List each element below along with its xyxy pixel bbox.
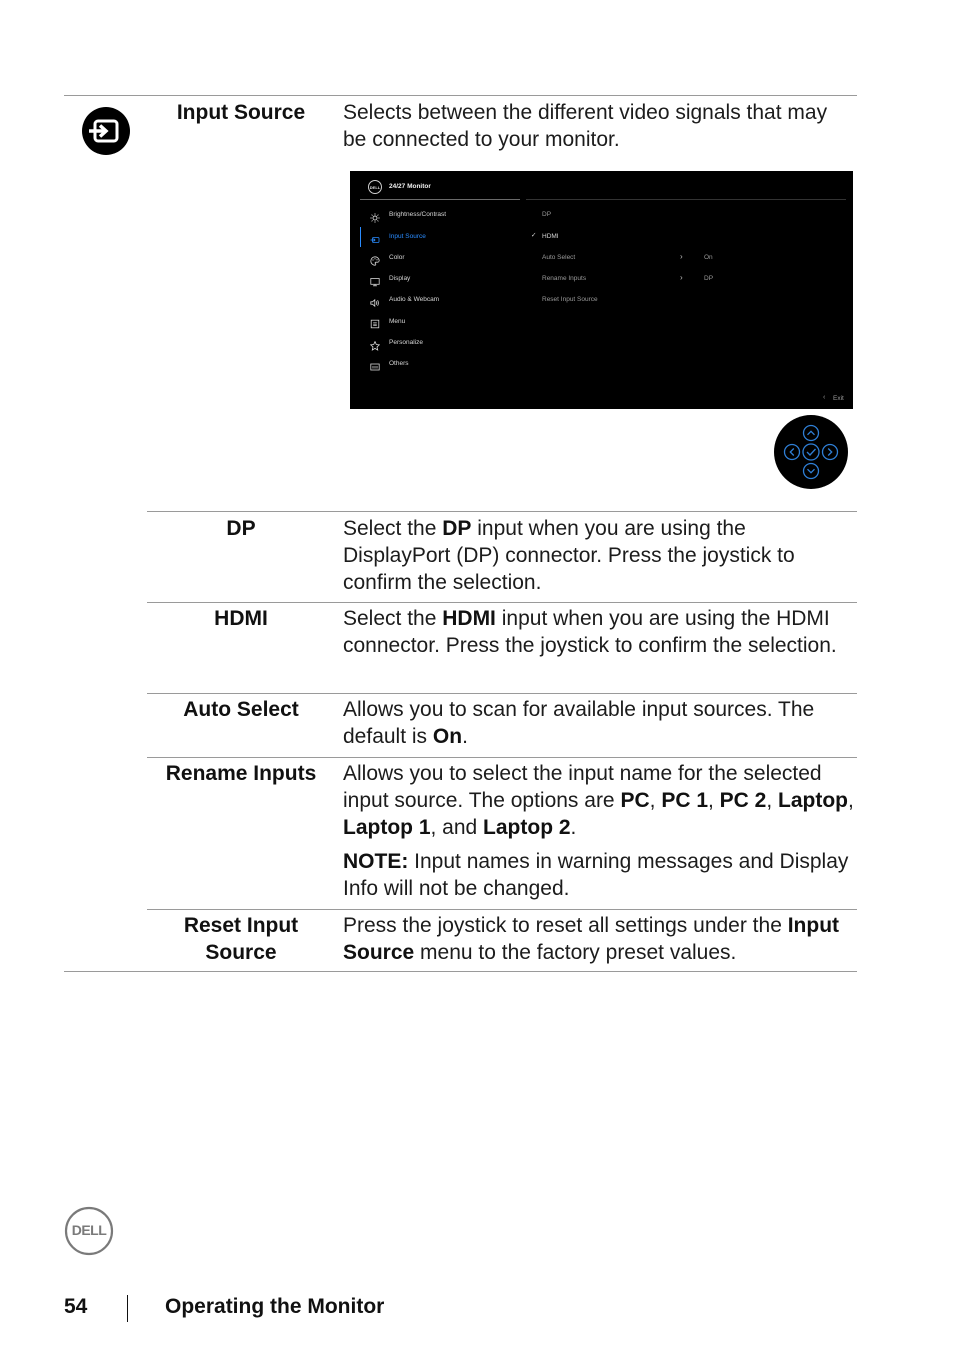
- osd-menu-item-color[interactable]: Color: [389, 254, 405, 261]
- note-text: Input names in warning messages and Display Info will not be changed.: [343, 850, 849, 900]
- row-rule-rename-inputs: [147, 757, 857, 758]
- palette-icon: [370, 253, 380, 263]
- dell-logo-text: DELL: [71, 1222, 107, 1238]
- display-icon: [370, 274, 380, 284]
- row-rule-dp: [147, 511, 857, 512]
- term-reset-line1: Reset Input: [183, 914, 299, 937]
- option-laptop1: Laptop 1: [343, 816, 431, 839]
- footer-separator: [127, 1295, 128, 1322]
- dell-logo: [64, 1206, 114, 1256]
- input-source-small-icon: [370, 232, 380, 242]
- osd-submenu-reset-input-source[interactable]: Reset Input Source: [542, 296, 598, 303]
- osd-title: 24/27 Monitor: [389, 183, 431, 190]
- option-pc: PC: [620, 789, 650, 812]
- option-pc1: PC 1: [661, 789, 708, 812]
- desc-dp: [343, 515, 855, 596]
- term-reset-line2: Source: [205, 941, 277, 964]
- option-laptop: Laptop: [778, 789, 849, 812]
- term-reset-input-source: [147, 912, 335, 966]
- term-auto-select: Auto Select: [183, 698, 299, 721]
- desc-rename-inputs: [343, 760, 855, 841]
- desc-reset-bold: Input Source: [343, 914, 840, 964]
- osd-exit-button[interactable]: Exit: [833, 395, 844, 402]
- osd-menu-item-menu[interactable]: Menu: [389, 318, 406, 325]
- brightness-icon: [370, 210, 380, 220]
- chevron-right-icon: ›: [680, 273, 683, 282]
- desc-input-source: Selects between the different video signals that may be connected to your monitor.: [343, 101, 828, 151]
- desc-auto-select-bold: On: [432, 725, 463, 748]
- joystick-icon: [774, 415, 848, 489]
- others-icon: [370, 359, 380, 369]
- desc-hdmi: [343, 605, 855, 659]
- osd-title-divider-right: [526, 199, 846, 200]
- term-input-source: Input Source: [176, 101, 306, 124]
- sep: ,: [649, 789, 662, 812]
- sep: ,: [708, 789, 720, 812]
- option-pc2: PC 2: [719, 789, 767, 812]
- desc-hdmi-pre: Select the: [343, 607, 443, 630]
- row-rule-hdmi: [147, 602, 857, 603]
- osd-menu-item-input-source[interactable]: Input Source: [389, 233, 426, 240]
- osd-dell-logo-text: DELL: [369, 184, 381, 190]
- desc-reset-post: menu to the factory preset values.: [414, 941, 737, 964]
- row-rule-reset-input-source: [147, 909, 857, 910]
- desc-reset-input-source: [343, 912, 855, 966]
- osd-dell-logo: [368, 180, 382, 194]
- term-hdmi: HDMI: [214, 607, 268, 630]
- desc-dp-bold: DP: [442, 517, 472, 540]
- sep: ,: [766, 789, 779, 812]
- osd-submenu-rename-inputs[interactable]: Rename Inputs: [542, 275, 587, 282]
- row-rule-auto-select: [147, 693, 857, 694]
- osd-menu-item-audio-webcam[interactable]: Audio & Webcam: [389, 296, 440, 303]
- sep: ,: [848, 789, 854, 812]
- desc-hdmi-post: input when you are using the HDMI connector. Press the joystick to confirm the selection.: [343, 607, 837, 657]
- section-title: Operating the Monitor: [165, 1295, 385, 1318]
- desc-auto-select-pre: Allows you to scan for available input sources. The default is: [343, 698, 815, 748]
- chevron-right-icon: ›: [680, 252, 683, 261]
- desc-dp-pre: Select the: [343, 517, 443, 540]
- osd-submenu-hdmi[interactable]: HDMI: [542, 233, 559, 240]
- desc-dp-post: input when you are using the DisplayPort (DP) connector. Press the joystick to confirm the selection.: [343, 517, 795, 594]
- osd-menu-item-personalize[interactable]: Personalize: [389, 339, 423, 346]
- note-label: NOTE:: [343, 850, 409, 873]
- input-source-icon: [81, 106, 131, 156]
- osd-submenu-auto-select-value: On: [704, 254, 713, 261]
- page-number: 54: [64, 1295, 88, 1318]
- sep: , and: [430, 816, 484, 839]
- desc-hdmi-bold: HDMI: [442, 607, 496, 630]
- term-dp: DP: [226, 517, 256, 540]
- chevron-left-icon: ‹: [823, 394, 826, 401]
- sep: .: [570, 816, 577, 839]
- speaker-icon: [370, 295, 380, 305]
- osd-submenu-auto-select[interactable]: Auto Select: [542, 254, 576, 261]
- osd-menu-item-display[interactable]: Display: [389, 275, 411, 282]
- desc-auto-select-post: .: [462, 725, 468, 748]
- option-laptop2: Laptop 2: [483, 816, 571, 839]
- desc-auto-select: [343, 696, 855, 750]
- star-icon: [370, 338, 380, 348]
- osd-menu-item-others[interactable]: Others: [389, 360, 409, 367]
- check-icon: ✓: [531, 232, 537, 239]
- desc-rename-pre: Allows you to select the input name for the selected input source. The options are: [343, 762, 822, 812]
- term-rename-inputs: Rename Inputs: [165, 762, 317, 785]
- desc-reset-pre: Press the joystick to reset all settings under the: [343, 914, 788, 937]
- osd-selection-bar: [360, 227, 361, 247]
- osd-menu-item-brightness[interactable]: Brightness/Contrast: [389, 211, 447, 218]
- note-rename-inputs: [343, 848, 855, 902]
- osd-menu-screenshot: [350, 171, 853, 409]
- osd-title-divider: [360, 199, 520, 200]
- table-bottom-rule: [64, 971, 857, 972]
- osd-submenu-dp[interactable]: DP: [542, 211, 552, 218]
- menu-icon: [370, 316, 380, 326]
- table-top-rule: [64, 95, 857, 96]
- osd-submenu-rename-inputs-value: DP: [704, 275, 714, 282]
